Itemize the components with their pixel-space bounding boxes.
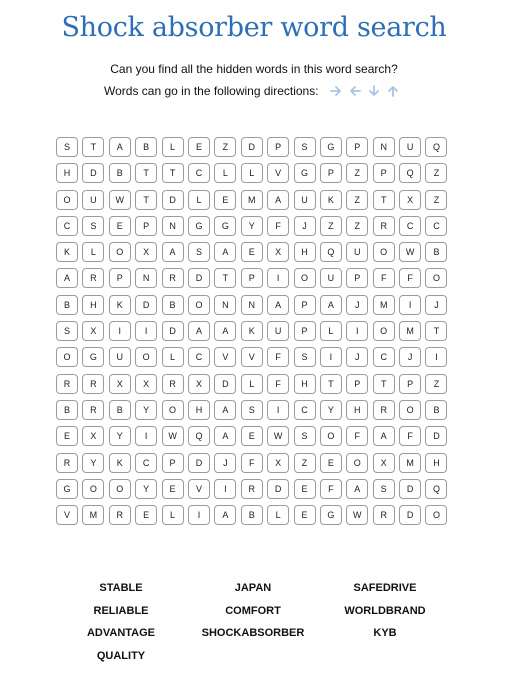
grid-cell[interactable]: M	[399, 321, 421, 341]
grid-cell[interactable]: R	[82, 400, 104, 420]
grid-cell[interactable]: X	[82, 426, 104, 446]
grid-cell[interactable]: T	[214, 268, 236, 288]
grid-cell[interactable]: T	[162, 163, 184, 183]
grid-cell[interactable]: V	[267, 163, 289, 183]
grid-cell[interactable]: O	[399, 400, 421, 420]
grid-cell[interactable]: E	[188, 137, 210, 157]
grid-cell[interactable]: P	[135, 216, 157, 236]
grid-cell[interactable]: T	[373, 190, 395, 210]
grid-cell[interactable]: S	[241, 400, 263, 420]
grid-cell[interactable]: L	[162, 137, 184, 157]
grid-cell[interactable]: U	[82, 190, 104, 210]
grid-cell[interactable]: K	[109, 295, 131, 315]
grid-cell[interactable]: F	[267, 374, 289, 394]
grid-cell[interactable]: W	[109, 190, 131, 210]
grid-cell[interactable]: O	[56, 347, 78, 367]
grid-cell[interactable]: I	[188, 505, 210, 525]
grid-cell[interactable]: E	[214, 190, 236, 210]
grid-cell[interactable]: A	[162, 242, 184, 262]
grid-cell[interactable]: X	[135, 242, 157, 262]
word-list-item: QUALITY	[96, 649, 146, 662]
grid-cell[interactable]: T	[135, 190, 157, 210]
grid-cell[interactable]: U	[320, 268, 342, 288]
word-list-item: STABLE	[99, 582, 143, 594]
arrow-up-icon	[386, 84, 401, 98]
grid-cell[interactable]: L	[320, 321, 342, 341]
grid-cell[interactable]: H	[294, 242, 316, 262]
grid-cell[interactable]: E	[56, 426, 78, 446]
grid-cell[interactable]: S	[294, 426, 316, 446]
grid-cell[interactable]: W	[267, 426, 289, 446]
grid-cell[interactable]: U	[399, 137, 421, 157]
grid-cell[interactable]: O	[373, 321, 395, 341]
grid-cell[interactable]: N	[162, 216, 184, 236]
grid-cell[interactable]: X	[399, 190, 421, 210]
word-list-item: WORLDBRAND	[344, 604, 426, 617]
grid-cell[interactable]: R	[162, 268, 184, 288]
grid-cell[interactable]: D	[399, 479, 421, 499]
grid-cell[interactable]: P	[162, 453, 184, 473]
grid-cell[interactable]: P	[241, 268, 263, 288]
grid-cell[interactable]: C	[188, 163, 210, 183]
grid-cell[interactable]: D	[425, 426, 447, 446]
grid-cell[interactable]: O	[294, 268, 316, 288]
grid-cell[interactable]: D	[267, 479, 289, 499]
grid-cell[interactable]: F	[320, 479, 342, 499]
grid-cell[interactable]: R	[56, 453, 78, 473]
grid-cell[interactable]: Z	[425, 163, 447, 183]
grid-cell[interactable]: L	[82, 242, 104, 262]
word-list-item: RELIABLE	[93, 604, 149, 617]
grid-cell[interactable]: L	[188, 190, 210, 210]
grid-cell[interactable]: G	[214, 216, 236, 236]
grid-cell[interactable]: O	[425, 268, 447, 288]
grid-cell[interactable]: O	[320, 426, 342, 446]
grid-cell[interactable]: J	[425, 295, 447, 315]
grid-cell[interactable]: X	[109, 374, 131, 394]
grid-cell[interactable]: I	[425, 347, 447, 367]
grid-cell[interactable]: J	[346, 295, 368, 315]
grid-cell[interactable]: K	[56, 242, 78, 262]
grid-cell[interactable]: B	[162, 295, 184, 315]
grid-cell[interactable]: Q	[399, 163, 421, 183]
direction-arrows	[329, 84, 401, 98]
grid-cell[interactable]: Q	[188, 426, 210, 446]
grid-cell[interactable]: A	[214, 426, 236, 446]
page-title: Shock absorber word search	[61, 12, 447, 43]
grid-cell[interactable]: G	[294, 163, 316, 183]
grid-cell[interactable]: O	[162, 400, 184, 420]
grid-cell[interactable]: O	[425, 505, 447, 525]
grid-cell[interactable]: U	[267, 321, 289, 341]
arrow-right-icon	[329, 84, 344, 98]
arrow-down-icon	[367, 84, 382, 98]
grid-cell[interactable]: A	[56, 268, 78, 288]
grid-cell[interactable]: C	[56, 216, 78, 236]
grid-cell[interactable]: S	[56, 137, 78, 157]
grid-cell[interactable]: T	[320, 374, 342, 394]
grid-cell[interactable]: H	[188, 400, 210, 420]
grid-cell[interactable]: V	[214, 347, 236, 367]
grid-cell[interactable]: P	[109, 268, 131, 288]
grid-cell[interactable]: G	[320, 505, 342, 525]
grid-cell[interactable]: B	[241, 505, 263, 525]
grid-cell[interactable]: W	[346, 505, 368, 525]
word-list-item: ADVANTAGE	[86, 627, 156, 640]
grid-cell[interactable]: Z	[294, 453, 316, 473]
grid-cell[interactable]: I	[320, 347, 342, 367]
grid-cell[interactable]: U	[294, 190, 316, 210]
grid-cell[interactable]: R	[109, 505, 131, 525]
grid-cell[interactable]: E	[241, 242, 263, 262]
grid-cell[interactable]: Y	[109, 426, 131, 446]
grid-cell[interactable]: Y	[135, 479, 157, 499]
grid-cell[interactable]: B	[425, 400, 447, 420]
grid-cell[interactable]: Y	[320, 400, 342, 420]
grid-cell[interactable]: R	[241, 479, 263, 499]
grid-cell[interactable]: O	[82, 479, 104, 499]
grid-cell[interactable]: X	[82, 321, 104, 341]
grid-cell[interactable]: H	[56, 163, 78, 183]
grid-cell[interactable]: S	[82, 216, 104, 236]
grid-cell[interactable]: F	[346, 426, 368, 446]
grid-cell[interactable]: E	[241, 426, 263, 446]
directions-row	[104, 84, 401, 98]
grid-cell[interactable]: L	[162, 505, 184, 525]
grid-cell[interactable]: L	[241, 163, 263, 183]
grid-cell[interactable]: F	[241, 453, 263, 473]
grid-cell[interactable]: S	[294, 137, 316, 157]
grid-cell[interactable]: A	[109, 137, 131, 157]
grid-cell[interactable]: I	[399, 295, 421, 315]
grid-cell[interactable]: X	[373, 453, 395, 473]
grid-cell[interactable]: I	[109, 321, 131, 341]
grid-cell[interactable]: R	[373, 400, 395, 420]
grid-cell[interactable]: P	[373, 163, 395, 183]
grid-cell[interactable]: A	[267, 190, 289, 210]
grid-cell[interactable]: D	[162, 321, 184, 341]
grid-cell[interactable]: Z	[346, 216, 368, 236]
grid-cell[interactable]: A	[320, 295, 342, 315]
grid-cell[interactable]: W	[399, 242, 421, 262]
grid-cell[interactable]: B	[109, 400, 131, 420]
grid-cell[interactable]: X	[135, 374, 157, 394]
grid-cell[interactable]: I	[214, 479, 236, 499]
grid-cell[interactable]: Z	[425, 374, 447, 394]
grid-cell[interactable]: E	[109, 216, 131, 236]
grid-cell[interactable]: E	[294, 505, 316, 525]
grid-cell[interactable]: A	[214, 400, 236, 420]
grid-cell[interactable]: Q	[425, 479, 447, 499]
grid-cell[interactable]: T	[82, 137, 104, 157]
grid-cell[interactable]: O	[346, 453, 368, 473]
grid-cell[interactable]: L	[162, 347, 184, 367]
grid-cell[interactable]: A	[267, 295, 289, 315]
grid-cell[interactable]: E	[135, 505, 157, 525]
grid-cell[interactable]: D	[162, 190, 184, 210]
grid-cell[interactable]: N	[241, 295, 263, 315]
grid-cell[interactable]: I	[135, 321, 157, 341]
grid-cell[interactable]: O	[373, 242, 395, 262]
grid-cell[interactable]: N	[373, 137, 395, 157]
grid-cell[interactable]: R	[82, 268, 104, 288]
grid-cell[interactable]: V	[56, 505, 78, 525]
grid-cell[interactable]: D	[188, 268, 210, 288]
grid-cell[interactable]: I	[267, 268, 289, 288]
grid-cell[interactable]: D	[82, 163, 104, 183]
grid-cell[interactable]: D	[188, 453, 210, 473]
grid-cell[interactable]: O	[109, 242, 131, 262]
grid-cell[interactable]: I	[346, 321, 368, 341]
grid-cell[interactable]: H	[346, 400, 368, 420]
instruction-text: Can you find all the hidden words in this word search?	[110, 62, 398, 76]
grid-cell[interactable]: W	[162, 426, 184, 446]
grid-cell[interactable]: I	[267, 400, 289, 420]
grid-cell[interactable]: E	[162, 479, 184, 499]
grid-cell[interactable]: O	[188, 295, 210, 315]
grid-cell[interactable]: P	[320, 163, 342, 183]
grid-cell[interactable]: C	[425, 216, 447, 236]
grid-cell[interactable]: Y	[241, 216, 263, 236]
grid-cell[interactable]: V	[188, 479, 210, 499]
grid-cell[interactable]: S	[56, 321, 78, 341]
grid-cell[interactable]: P	[346, 374, 368, 394]
grid-cell[interactable]: D	[399, 505, 421, 525]
grid-cell[interactable]: C	[373, 347, 395, 367]
grid-cell[interactable]: X	[188, 374, 210, 394]
grid-cell[interactable]: A	[214, 242, 236, 262]
grid-cell[interactable]: A	[214, 505, 236, 525]
grid-cell[interactable]: Z	[320, 216, 342, 236]
grid-cell[interactable]: P	[399, 374, 421, 394]
grid-cell[interactable]: N	[214, 295, 236, 315]
word-list-item: COMFORT	[225, 604, 281, 617]
word-list-item: SAFEDRIVE	[353, 582, 417, 594]
grid-cell[interactable]: U	[346, 242, 368, 262]
grid-cell[interactable]: J	[294, 216, 316, 236]
directions-text: Words can go in the following directions:	[104, 84, 319, 98]
grid-cell[interactable]: T	[135, 163, 157, 183]
grid-cell[interactable]: M	[373, 295, 395, 315]
grid-cell[interactable]: A	[373, 426, 395, 446]
grid-cell[interactable]: H	[294, 374, 316, 394]
grid-cell[interactable]: T	[373, 374, 395, 394]
grid-cell[interactable]: X	[267, 242, 289, 262]
grid-cell[interactable]: D	[135, 295, 157, 315]
grid-cell[interactable]: S	[294, 347, 316, 367]
grid-cell[interactable]: G	[56, 479, 78, 499]
grid-cell[interactable]: E	[320, 453, 342, 473]
grid-cell[interactable]: Y	[135, 400, 157, 420]
grid-cell[interactable]: J	[399, 347, 421, 367]
grid-cell[interactable]: O	[56, 190, 78, 210]
grid-cell[interactable]: B	[56, 400, 78, 420]
grid-cell[interactable]: V	[241, 347, 263, 367]
grid-cell[interactable]: A	[346, 479, 368, 499]
grid-cell[interactable]: Q	[320, 242, 342, 262]
grid-cell[interactable]: B	[109, 163, 131, 183]
grid-cell[interactable]: M	[241, 190, 263, 210]
grid-cell[interactable]: K	[109, 453, 131, 473]
grid-cell[interactable]: U	[109, 347, 131, 367]
grid-cell[interactable]: F	[373, 268, 395, 288]
grid-cell[interactable]: L	[241, 374, 263, 394]
grid-cell[interactable]: Z	[425, 190, 447, 210]
grid-cell[interactable]: C	[188, 347, 210, 367]
grid-cell[interactable]: P	[346, 268, 368, 288]
word-list-item: KYB	[373, 627, 397, 640]
grid-cell[interactable]: G	[82, 347, 104, 367]
grid-cell[interactable]: F	[267, 347, 289, 367]
grid-cell[interactable]: S	[188, 242, 210, 262]
grid-cell[interactable]: M	[399, 453, 421, 473]
grid-cell[interactable]: R	[82, 374, 104, 394]
grid-cell[interactable]: P	[294, 295, 316, 315]
grid-cell[interactable]: H	[425, 453, 447, 473]
grid-cell[interactable]: S	[373, 479, 395, 499]
word-list	[55, 582, 455, 672]
grid-cell[interactable]: G	[320, 137, 342, 157]
grid-cell[interactable]: N	[135, 268, 157, 288]
grid-cell[interactable]: C	[294, 400, 316, 420]
grid-cell[interactable]: K	[320, 190, 342, 210]
grid-cell[interactable]: L	[214, 163, 236, 183]
grid-cell[interactable]: Q	[425, 137, 447, 157]
grid-cell[interactable]: Y	[82, 453, 104, 473]
word-list-item: JAPAN	[234, 582, 272, 594]
grid-cell[interactable]: I	[135, 426, 157, 446]
grid-cell[interactable]: R	[56, 374, 78, 394]
grid-cell[interactable]: P	[267, 137, 289, 157]
grid-cell[interactable]: R	[373, 216, 395, 236]
grid-cell[interactable]: Z	[346, 163, 368, 183]
grid-cell[interactable]: F	[399, 426, 421, 446]
grid-cell[interactable]: P	[294, 321, 316, 341]
grid-cell[interactable]: J	[214, 453, 236, 473]
grid-cell[interactable]: T	[425, 321, 447, 341]
grid-cell[interactable]: C	[399, 216, 421, 236]
grid-cell[interactable]: Z	[214, 137, 236, 157]
grid-cell[interactable]: R	[162, 374, 184, 394]
grid-cell[interactable]: O	[109, 479, 131, 499]
grid-cell[interactable]: Z	[346, 190, 368, 210]
grid-cell[interactable]: X	[267, 453, 289, 473]
grid-cell[interactable]: M	[82, 505, 104, 525]
grid-cell[interactable]: A	[188, 321, 210, 341]
grid-cell[interactable]: B	[56, 295, 78, 315]
grid-cell[interactable]: H	[82, 295, 104, 315]
grid-cell[interactable]: R	[373, 505, 395, 525]
grid-cell[interactable]: B	[425, 242, 447, 262]
grid-cell[interactable]: K	[241, 321, 263, 341]
word-list-item: SHOCKABSORBER	[201, 627, 305, 640]
grid-cell[interactable]: F	[267, 216, 289, 236]
grid-cell[interactable]: D	[241, 137, 263, 157]
grid-cell[interactable]: C	[135, 453, 157, 473]
grid-cell[interactable]: A	[214, 321, 236, 341]
grid-cell[interactable]: O	[135, 347, 157, 367]
arrow-left-icon	[348, 84, 363, 98]
grid-cell[interactable]: B	[135, 137, 157, 157]
grid-cell[interactable]: G	[188, 216, 210, 236]
grid-cell[interactable]: F	[399, 268, 421, 288]
grid-cell[interactable]: E	[294, 479, 316, 499]
word-search-grid	[56, 137, 447, 525]
grid-cell[interactable]: J	[346, 347, 368, 367]
grid-cell[interactable]: L	[267, 505, 289, 525]
grid-cell[interactable]: D	[214, 374, 236, 394]
grid-cell[interactable]: P	[346, 137, 368, 157]
